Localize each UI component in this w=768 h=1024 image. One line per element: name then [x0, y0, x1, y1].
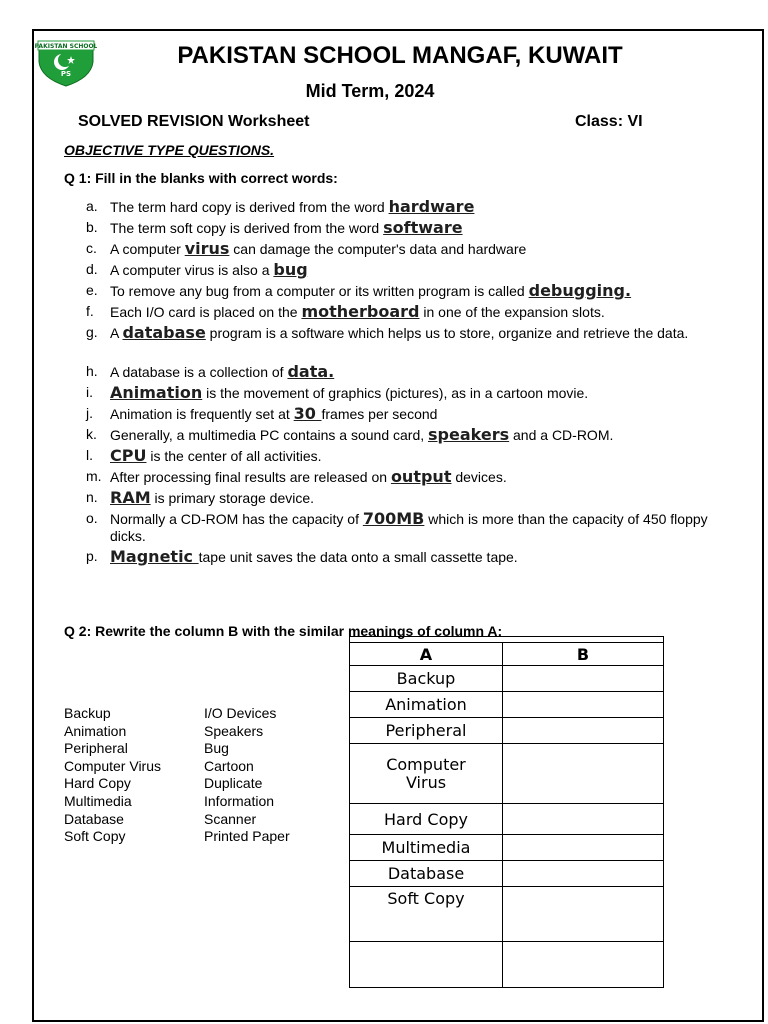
column-a-word: Soft Copy: [64, 828, 126, 845]
item-text-before: After processing final results are released on: [110, 469, 391, 485]
column-a-cell: Database: [350, 861, 503, 887]
column-b-cell[interactable]: [503, 861, 664, 887]
item-text: [110, 426, 720, 444]
item-text: [110, 198, 720, 216]
column-a-word: Backup: [64, 705, 111, 721]
item-answer: debugging.: [528, 281, 632, 300]
section-heading: OBJECTIVE TYPE QUESTIONS.: [64, 142, 275, 158]
item-answer: bug: [273, 260, 308, 279]
item-answer: database: [122, 323, 206, 342]
column-b-word: Speakers: [204, 722, 264, 739]
column-a-word: Computer Virus: [64, 757, 162, 774]
column-a-cell: Peripheral: [350, 718, 503, 744]
item-text-before: The term soft copy is derived from the word: [110, 220, 384, 236]
item-letter: j.: [86, 405, 93, 421]
item-letter: n.: [86, 489, 98, 505]
table-row: [350, 692, 664, 718]
item-letter: o.: [86, 510, 98, 526]
class-label: Class: VI: [575, 113, 643, 130]
item-text: [110, 240, 720, 258]
column-a-word: Hard Copy: [64, 775, 131, 792]
item-text-before: Animation is frequently set at: [110, 406, 294, 422]
item-text-before: The term hard copy is derived from the word: [110, 199, 389, 215]
item-answer: Animation: [110, 383, 203, 402]
column-b-cell[interactable]: [503, 835, 664, 861]
item-text: [110, 468, 720, 486]
item-text-after: and a CD-ROM.: [509, 427, 614, 443]
item-answer: data.: [287, 362, 335, 381]
q1-prompt: Q 1: Fill in the blanks with correct words:: [64, 170, 338, 186]
item-letter: i.: [86, 384, 93, 400]
item-text: [110, 303, 720, 321]
term-title: Mid Term, 2024: [305, 81, 435, 101]
item-text: [110, 219, 720, 237]
table-row: [350, 744, 664, 804]
column-b-cell[interactable]: [503, 804, 664, 835]
column-a-word: Database: [64, 810, 124, 827]
item-text-before: A computer virus is also a: [110, 262, 274, 278]
item-answer: hardware: [388, 197, 475, 216]
item-answer: virus: [184, 239, 230, 258]
column-a-cell: Soft Copy: [350, 887, 503, 942]
item-text: [110, 363, 720, 381]
table-row: [350, 835, 664, 861]
table-row: [350, 804, 664, 835]
column-a-cell: Backup: [350, 666, 503, 692]
column-b-cell[interactable]: [503, 887, 664, 942]
item-letter: f.: [86, 303, 94, 319]
column-b-word-list: [204, 705, 290, 846]
table-header-row: [350, 643, 664, 666]
item-answer: speakers: [428, 425, 510, 444]
item-text-after: is the movement of graphics (pictures), as in a cartoon movie.: [202, 385, 589, 401]
item-answer: RAM: [110, 488, 151, 507]
column-b-cell[interactable]: [503, 666, 664, 692]
table-row: [350, 942, 664, 988]
item-text-after: is the center of all activities.: [146, 448, 322, 464]
logo-letters: PS: [60, 70, 72, 78]
item-letter: k.: [86, 426, 97, 442]
item-letter: d.: [86, 261, 98, 277]
column-b-word: Duplicate: [204, 775, 263, 792]
column-a-cell: [350, 942, 503, 988]
column-b-word: Cartoon: [204, 757, 254, 774]
item-text-after: devices.: [451, 469, 507, 485]
item-text: [110, 324, 720, 342]
column-b-word: I/O Devices: [204, 705, 277, 721]
item-text-after: in one of the expansion slots.: [419, 304, 605, 320]
logo-banner-text: PAKISTAN SCHOOL: [35, 43, 97, 50]
item-letter: c.: [86, 240, 97, 256]
column-a-header: A: [350, 643, 503, 666]
table-row: [350, 718, 664, 744]
item-text-after: can damage the computer's data and hardware: [229, 241, 527, 257]
column-a-cell: Multimedia: [350, 835, 503, 861]
column-b-cell[interactable]: [503, 692, 664, 718]
item-text: [110, 510, 720, 545]
item-answer: software: [383, 218, 463, 237]
table-row: [350, 887, 664, 942]
item-letter: a.: [86, 198, 98, 214]
item-text-before: Normally a CD-ROM has the capacity of: [110, 511, 363, 527]
item-answer: 700MB: [362, 509, 425, 528]
item-answer: output: [390, 467, 452, 486]
item-answer: Magnetic: [110, 547, 199, 566]
school-logo: [35, 38, 97, 88]
item-text-before: Generally, a multimedia PC contains a sound card,: [110, 427, 429, 443]
item-answer: motherboard: [301, 302, 420, 321]
column-a-word: Animation: [64, 722, 127, 739]
item-answer: CPU: [110, 446, 147, 465]
item-text-after: program is a software which helps us to store, organize and retrieve the data.: [205, 325, 689, 341]
item-letter: l.: [86, 447, 93, 463]
item-answer: 30: [293, 404, 322, 423]
item-text-before: Each I/O card is placed on the: [110, 304, 302, 320]
item-letter: b.: [86, 219, 98, 235]
item-letter: e.: [86, 282, 98, 298]
column-b-header: B: [503, 643, 664, 666]
column-b-cell[interactable]: [503, 744, 664, 804]
worksheet-title: SOLVED REVISION Worksheet: [78, 113, 310, 130]
item-text: [110, 548, 720, 566]
column-b-word: Scanner: [204, 810, 257, 827]
item-text-before: A database is a collection of: [110, 364, 288, 380]
school-name: PAKISTAN SCHOOL MANGAF, KUWAIT: [177, 42, 623, 69]
item-text: [110, 447, 720, 465]
column-a-word: Multimedia: [64, 792, 132, 809]
column-a-word-list: [64, 705, 161, 846]
item-letter: m.: [86, 468, 102, 484]
q2-prompt: Q 2: Rewrite the column B with the similar meanings of column A:: [64, 623, 503, 639]
column-b-word: Information: [204, 792, 275, 809]
column-a-cell: Computer Virus: [350, 744, 503, 804]
item-text: [110, 282, 720, 300]
item-text: [110, 384, 720, 402]
item-text-before: To remove any bug from a computer or its written program is called: [110, 283, 529, 299]
column-a-cell: Animation: [350, 692, 503, 718]
column-a-word: Peripheral: [64, 740, 128, 757]
item-text-after: frames per second: [321, 406, 438, 422]
column-b-word: Printed Paper: [204, 828, 290, 845]
item-text-after: tape unit saves the data onto a small cassette tape.: [198, 549, 518, 565]
item-text: [110, 489, 720, 507]
matching-table: [349, 636, 664, 988]
item-text-after: which is more than the capacity of 450 floppy dicks.: [110, 511, 708, 544]
item-text: [110, 405, 720, 423]
item-text: [110, 261, 720, 279]
item-letter: g.: [86, 324, 98, 340]
column-a-cell: Hard Copy: [350, 804, 503, 835]
item-letter: p.: [86, 548, 98, 564]
column-b-cell[interactable]: [503, 942, 664, 988]
table-row: [350, 666, 664, 692]
column-b-cell[interactable]: [503, 718, 664, 744]
column-b-word: Bug: [204, 740, 229, 757]
item-text-after: is primary storage device.: [150, 490, 315, 506]
item-text-before: A: [110, 325, 123, 341]
item-letter: h.: [86, 363, 98, 379]
item-text-before: A computer: [110, 241, 185, 257]
table-row: [350, 861, 664, 887]
